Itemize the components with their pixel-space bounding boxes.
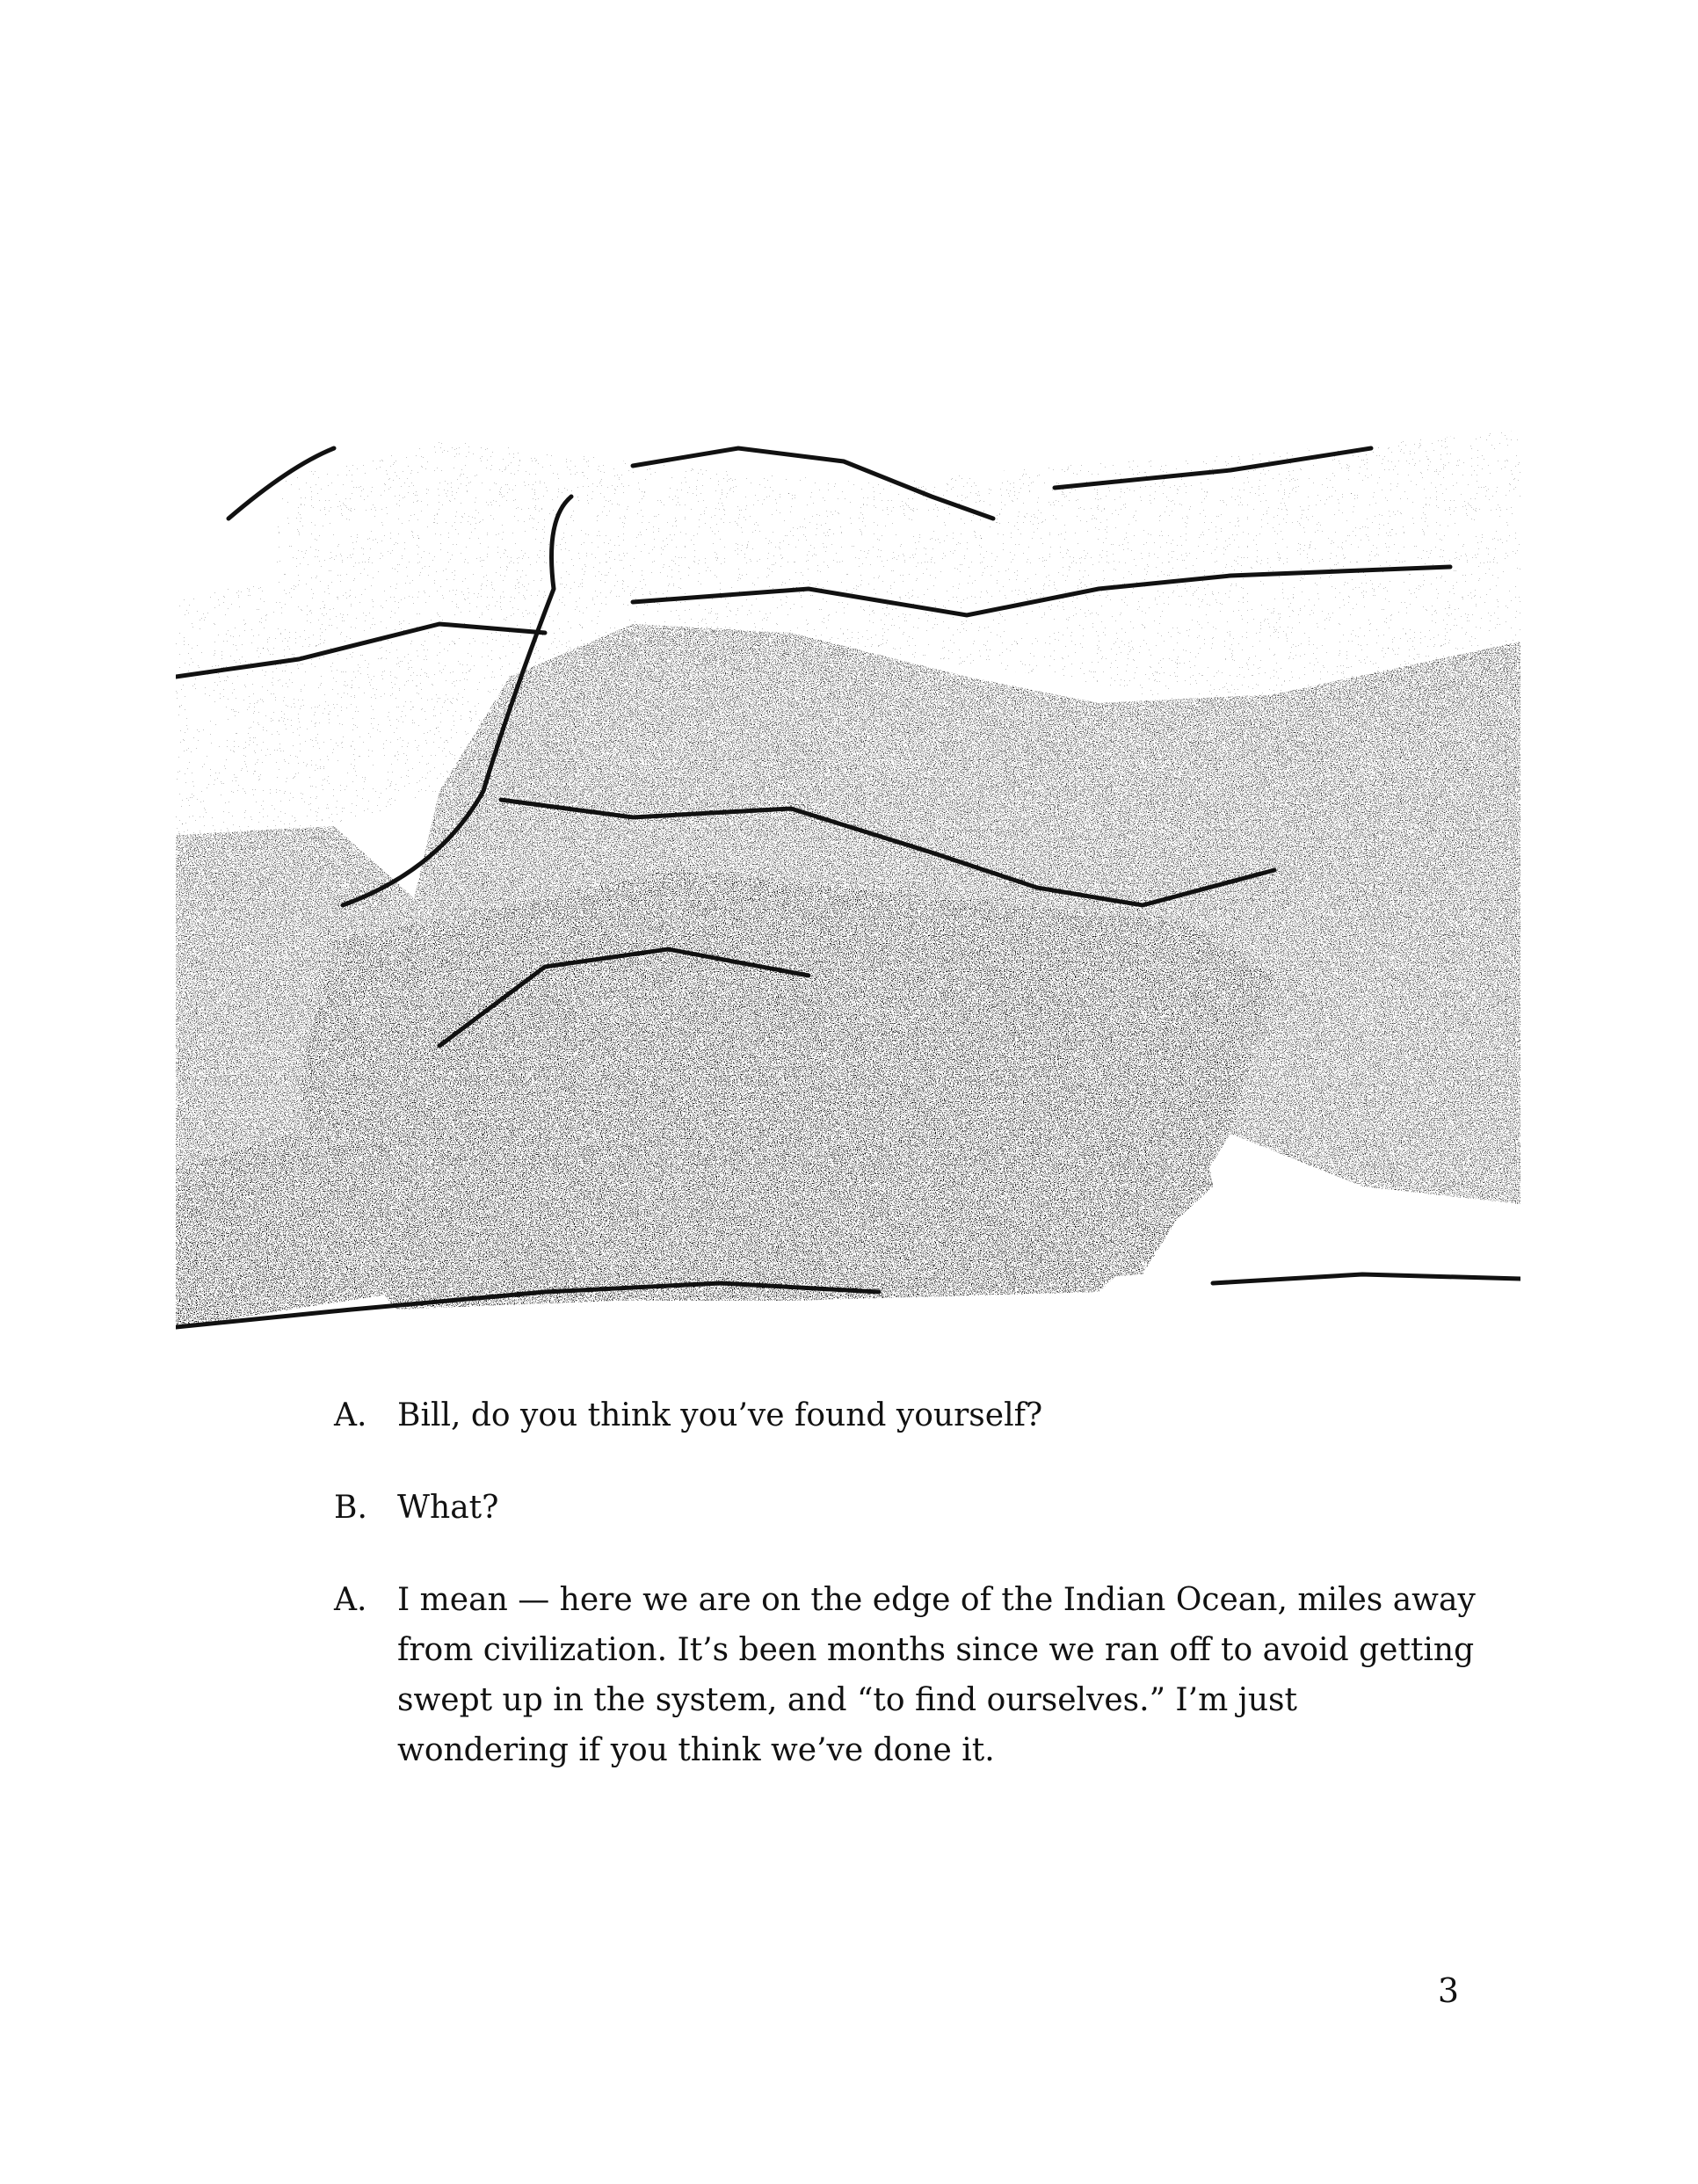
page-number: 3 [1437,1971,1459,2010]
speaker-label: B. [334,1490,367,1526]
charcoal-rock-drawing-icon [176,413,1520,1345]
dialogue-line [334,1575,1477,1775]
speaker-label: A. [334,1397,367,1433]
rock-illustration [176,413,1520,1345]
dialogue [334,1390,1477,1818]
speech-text: Bill, do you think you’ve found yourself? [397,1397,1043,1433]
dialogue-line [334,1390,1477,1440]
speech-text: What? [397,1490,499,1526]
speech-text: I mean — here we are on the edge of the Indian Ocean, miles away from civilization. It’s been months since we ran off to avoid getting swept up in the system, and “to find ourselves.” I’m just wondering if you think we’ve done it. [397,1582,1476,1768]
speaker-label: A. [334,1582,367,1618]
dialogue-line [334,1483,1477,1533]
